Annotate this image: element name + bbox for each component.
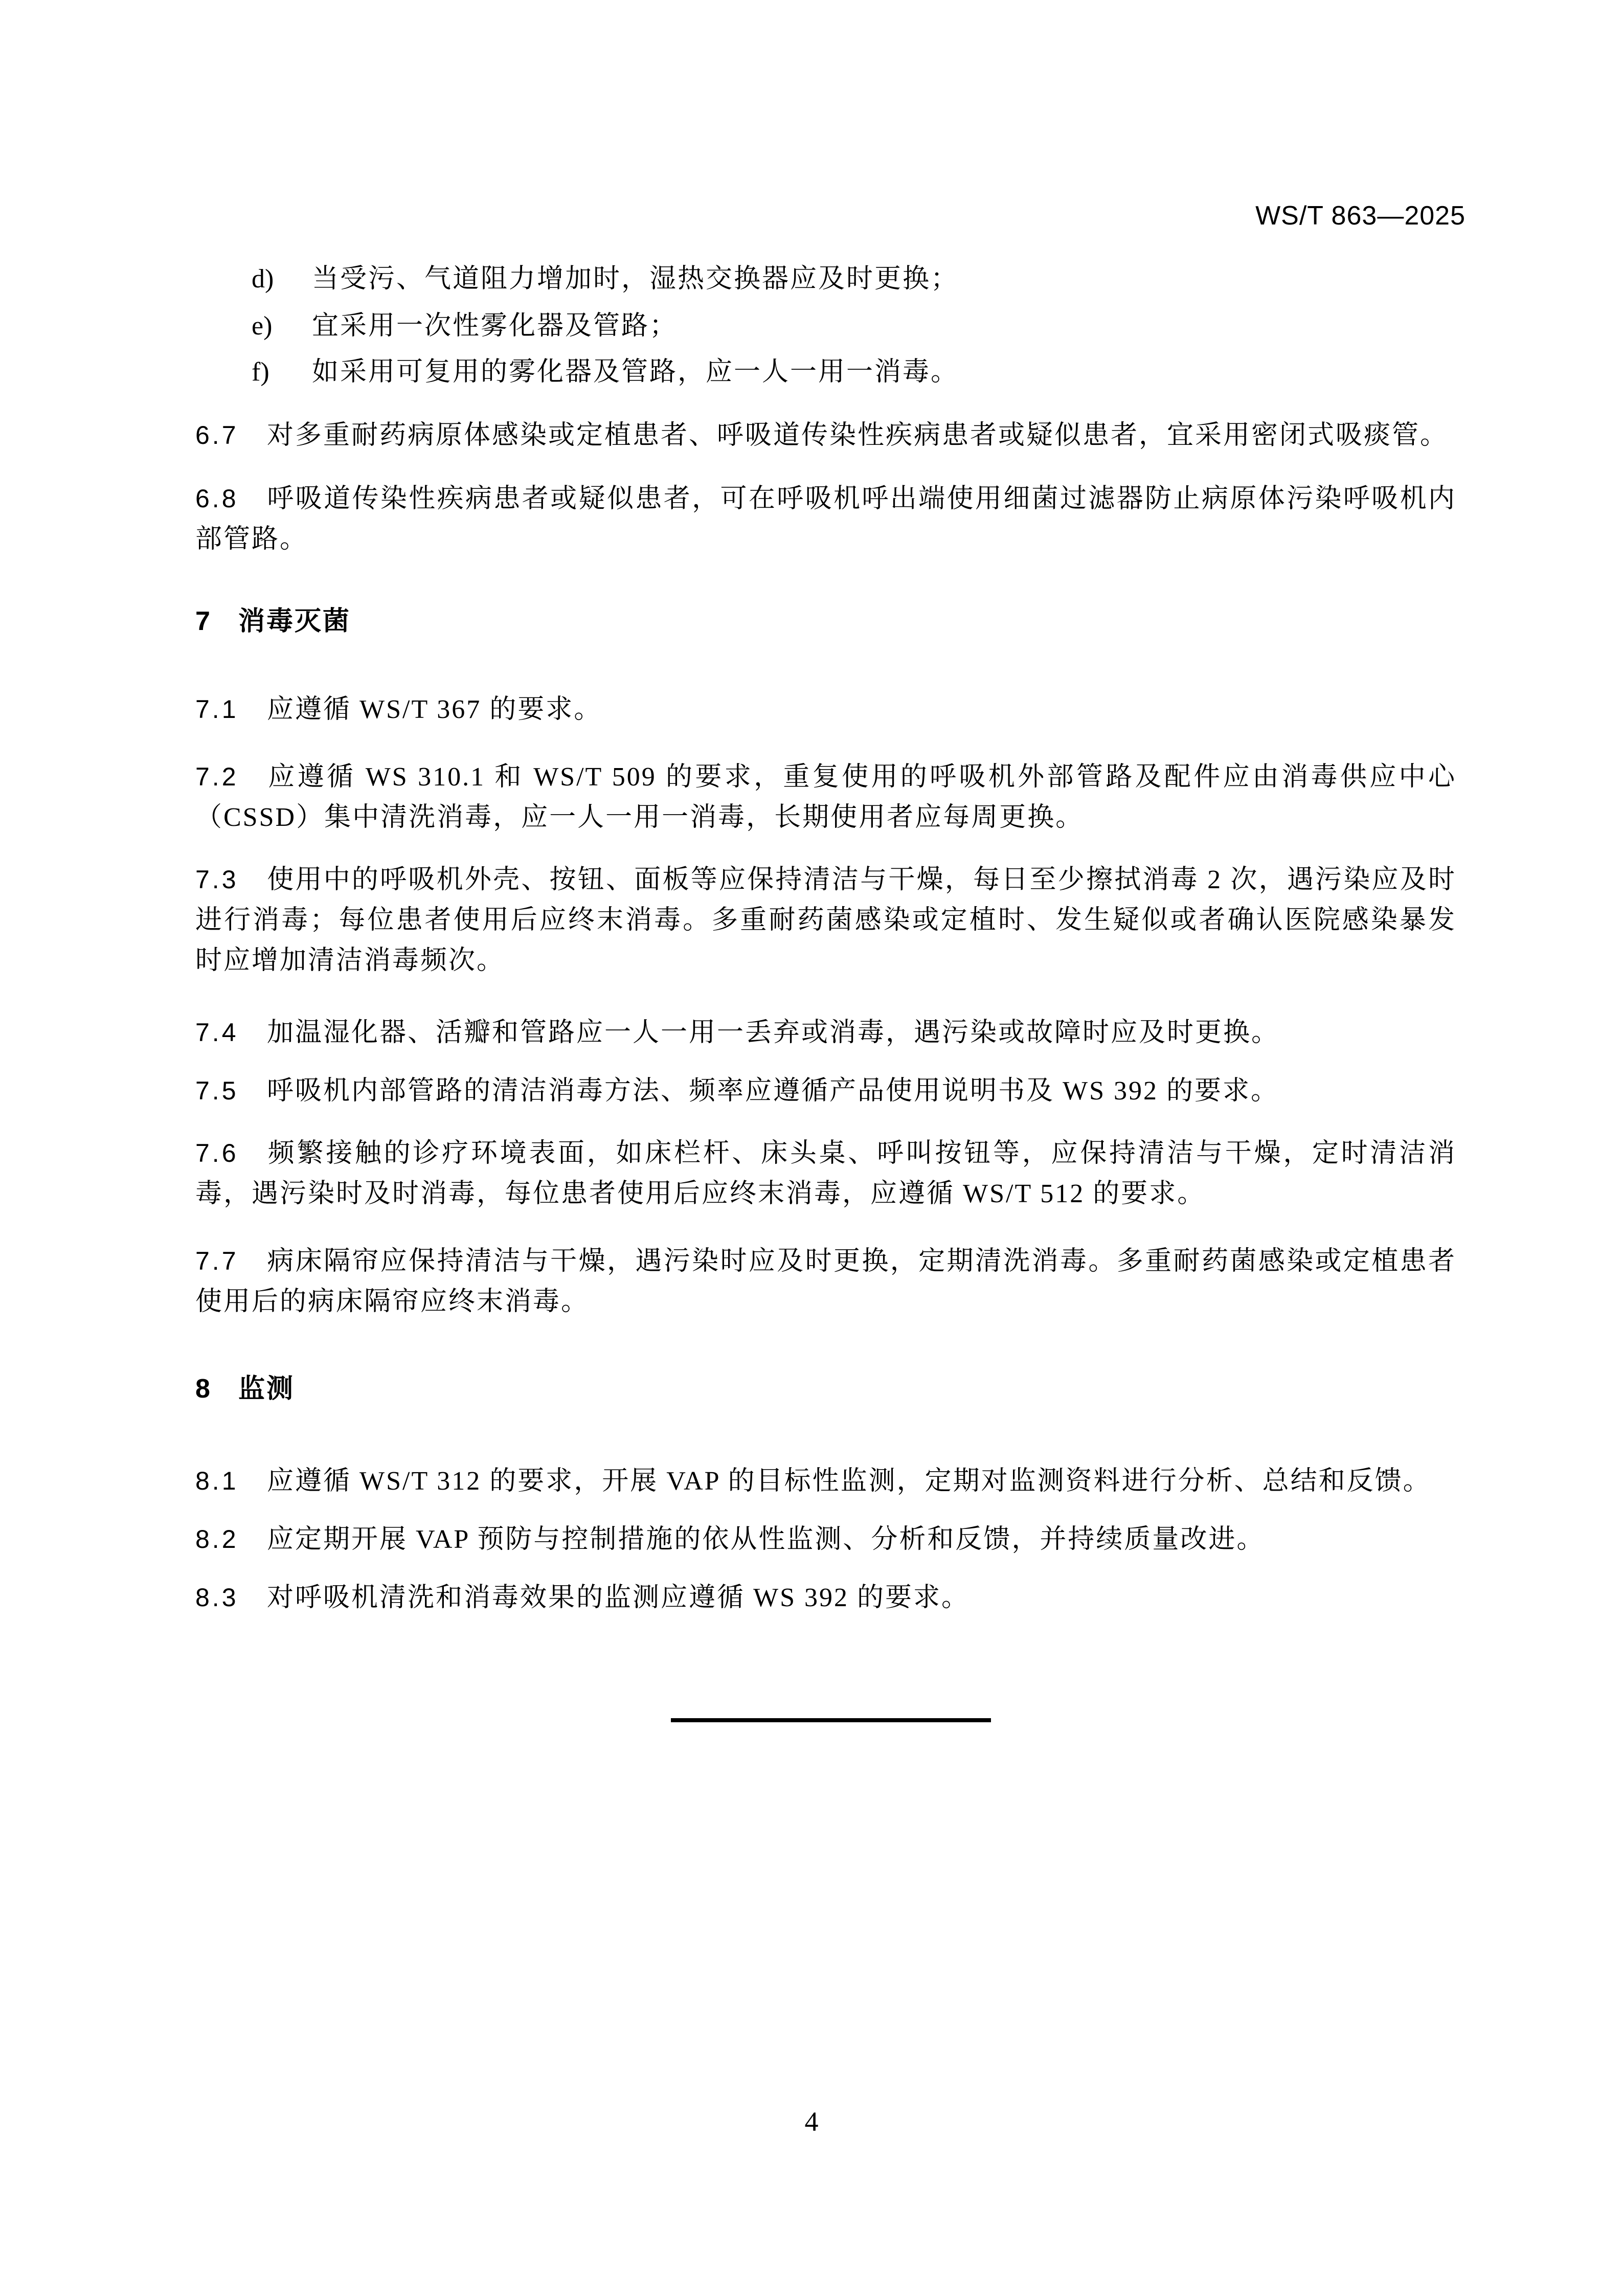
section-number: 7 — [195, 606, 212, 636]
list-item-text: 宜采用一次性雾化器及管路； — [312, 311, 678, 341]
list-item-d — [195, 259, 1456, 299]
page-number: 4 — [804, 2106, 819, 2137]
clause-number: 7.4 — [195, 1018, 239, 1047]
clause-number: 6.7 — [195, 421, 239, 449]
clause-text: 加温湿化器、活瓣和管路应一人一用一丢弃或消毒，遇污染或故障时应及时更换。 — [267, 1018, 1280, 1047]
list-item-label: f) — [252, 357, 269, 387]
clause-8-2 — [195, 1519, 1456, 1560]
document-header — [1255, 200, 1466, 231]
clause-text: 病床隔帘应保持清洁与干燥，遇污染时应及时更换，定期清洗消毒。多重耐药菌感染或定植患者使用后的病床隔帘应终末消毒。 — [195, 1247, 1456, 1316]
section-8-heading — [195, 1367, 295, 1405]
clause-text: 频繁接触的诊疗环境表面，如床栏杆、床头桌、呼叫按钮等，应保持清洁与干燥，定时清洁消毒，遇污染时及时消毒，每位患者使用后应终末消毒，应遵循 WS/T 512 的要求。 — [195, 1139, 1456, 1208]
clause-text: 呼吸道传染性疾病患者或疑似患者，可在呼吸机呼出端使用细菌过滤器防止病原体污染呼吸机内部管路。 — [195, 484, 1456, 554]
clause-number: 7.1 — [195, 695, 239, 724]
clause-7-1 — [195, 689, 1456, 730]
clause-text: 应定期开展 VAP 预防与控制措施的依从性监测、分析和反馈，并持续质量改进。 — [267, 1525, 1265, 1554]
clause-7-7 — [195, 1241, 1456, 1322]
clause-7-4 — [195, 1012, 1456, 1053]
clause-text: 对多重耐药病原体感染或定植患者、呼吸道传染性疾病患者或疑似患者，宜采用密闭式吸痰管。 — [267, 421, 1449, 450]
clause-7-5 — [195, 1071, 1456, 1111]
clause-7-6 — [195, 1133, 1456, 1214]
clause-number: 7.5 — [195, 1076, 239, 1105]
clause-number: 8.2 — [195, 1525, 239, 1554]
list-item-f — [195, 352, 1456, 392]
clause-number: 8.3 — [195, 1583, 239, 1612]
clause-number: 7.2 — [195, 762, 239, 791]
list-item-label: d) — [252, 264, 274, 294]
clause-number: 7.6 — [195, 1139, 239, 1167]
clause-8-1 — [195, 1461, 1456, 1501]
clause-number: 6.8 — [195, 484, 239, 513]
clause-7-3 — [195, 860, 1456, 981]
list-item-text: 当受污、气道阻力增加时，湿热交换器应及时更换； — [312, 264, 959, 294]
section-title: 监测 — [238, 1374, 295, 1404]
clause-number: 8.1 — [195, 1467, 239, 1495]
list-item-e — [195, 306, 1456, 346]
clause-number: 7.3 — [195, 865, 239, 894]
section-number: 8 — [195, 1374, 212, 1404]
clause-text: 呼吸机内部管路的清洁消毒方法、频率应遵循产品使用说明书及 WS 392 的要求。 — [267, 1076, 1279, 1106]
standard-code: WS/T 863—2025 — [1255, 201, 1466, 231]
clause-6-7 — [195, 415, 1456, 456]
clause-text: 应遵循 WS 310.1 和 WS/T 509 的要求，重复使用的呼吸机外部管路及配件应由消毒供应中心（CSSD）集中清洗消毒，应一人一用一消毒，长期使用者应每周更换。 — [195, 762, 1456, 832]
section-7-heading — [195, 599, 351, 638]
clause-text: 对呼吸机清洗和消毒效果的监测应遵循 WS 392 的要求。 — [267, 1583, 970, 1612]
end-of-text-divider — [671, 1718, 991, 1722]
clause-text: 应遵循 WS/T 367 的要求。 — [267, 695, 602, 724]
clause-number: 7.7 — [195, 1247, 239, 1275]
clause-7-2 — [195, 757, 1456, 838]
clause-6-8 — [195, 479, 1456, 559]
clause-8-3 — [195, 1578, 1456, 1618]
clause-text: 使用中的呼吸机外壳、按钮、面板等应保持清洁与干燥，每日至少擦拭消毒 2 次，遇污染应及时进行消毒；每位患者使用后应终末消毒。多重耐药菌感染或定植时、发生疑似或者确认医院感染暴发时应增加清洁消毒频次。 — [195, 865, 1456, 975]
clause-text: 应遵循 WS/T 312 的要求，开展 VAP 的目标性监测，定期对监测资料进行分析、总结和反馈。 — [267, 1467, 1431, 1496]
list-item-label: e) — [252, 311, 273, 341]
list-item-text: 如采用可复用的雾化器及管路，应一人一用一消毒。 — [312, 357, 959, 387]
section-title: 消毒灭菌 — [238, 606, 351, 636]
